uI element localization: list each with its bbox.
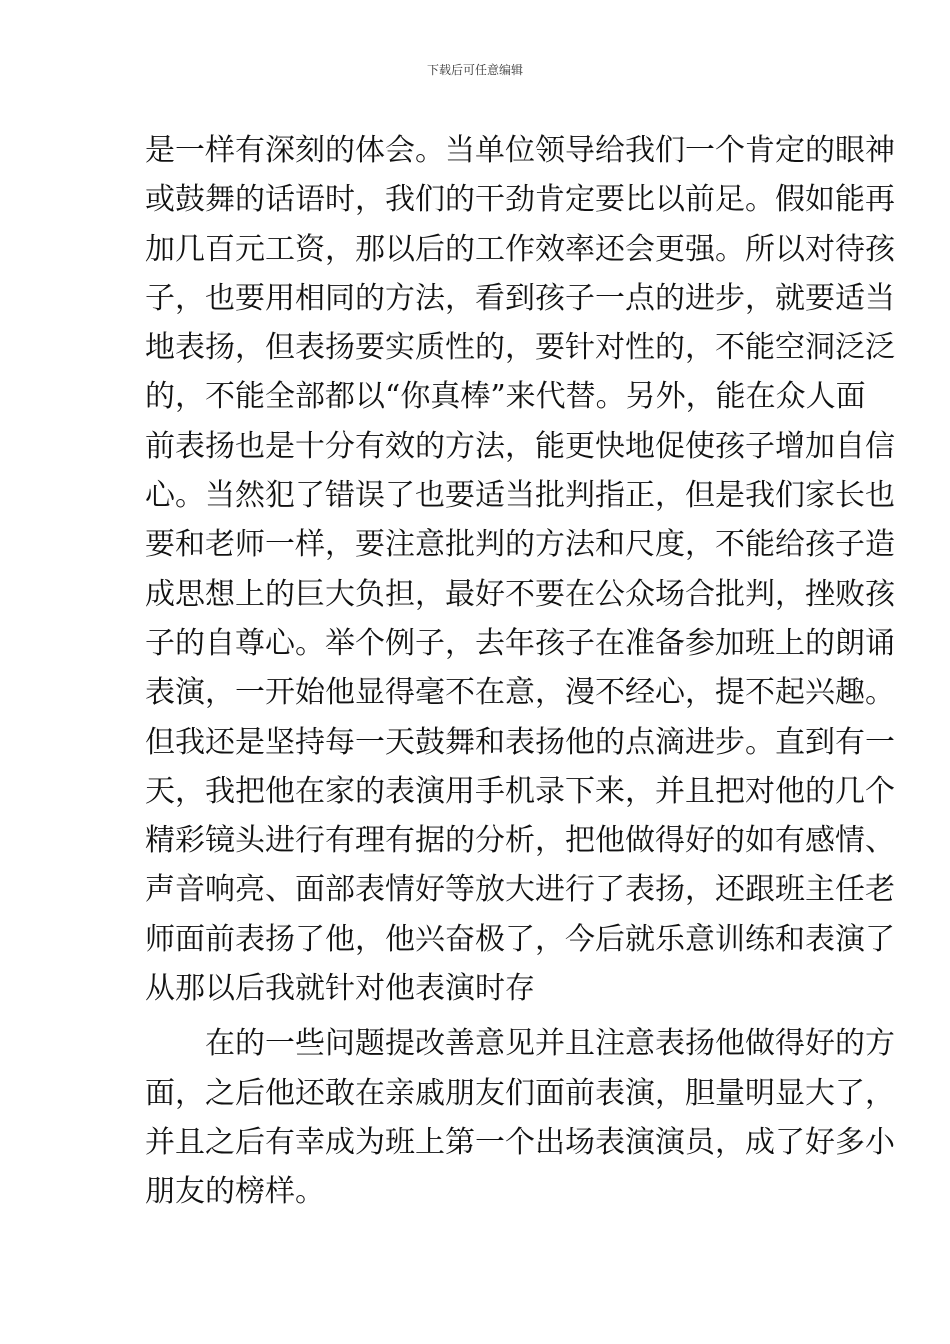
text-line: 或鼓舞的话语时，我们的干劲肯定要比以前足。假如能再: [145, 182, 895, 218]
paragraph-1: [145, 126, 895, 1013]
text-line: 的，不能全部都以“你真棒”来代替。另外，能在众人面: [145, 379, 866, 415]
text-line: 声音响亮、面部表情好等放大进行了表扬，还跟班主任老: [145, 872, 895, 908]
header-note: 下载后可任意编辑: [426, 63, 523, 77]
text-line: 子，也要用相同的方法，看到孩子一点的进步，就要适当: [145, 280, 895, 316]
text-line: 并且之后有幸成为班上第一个出场表演演员，成了好多小: [145, 1124, 895, 1160]
paragraph-2: [145, 1019, 895, 1216]
text-line: 加几百元工资，那以后的工作效率还会更强。所以对待孩: [145, 231, 895, 267]
text-line: 在的一些问题提改善意见并且注意表扬他做得好的方: [205, 1026, 895, 1062]
text-line: 成思想上的巨大负担，最好不要在公众场合批判，挫败孩: [145, 576, 895, 612]
text-line: 地表扬，但表扬要实质性的，要针对性的，不能空洞泛泛: [145, 330, 895, 366]
text-line: 从那以后我就针对他表演时存: [145, 971, 535, 1007]
text-line: 要和老师一样，要注意批判的方法和尺度，不能给孩子造: [145, 527, 895, 563]
text-line: 前表扬也是十分有效的方法，能更快地促使孩子增加自信: [145, 428, 895, 464]
text-line: 心。当然犯了错误了也要适当批判指正，但是我们家长也: [145, 478, 895, 514]
text-line: 子的自尊心。举个例子，去年孩子在准备参加班上的朗诵: [145, 625, 895, 661]
text-line: 朋友的榜样。: [145, 1174, 325, 1210]
text-line: 是一样有深刻的体会。当单位领导给我们一个肯定的眼神: [145, 133, 895, 168]
text-line: 天，我把他在家的表演用手机录下来，并且把对他的几个: [145, 773, 895, 809]
document-body: [145, 126, 895, 1217]
text-line: 表演，一开始他显得毫不在意，漫不经心，提不起兴趣。: [145, 675, 895, 711]
text-line: 师面前表扬了他，他兴奋极了，今后就乐意训练和表演了: [145, 921, 895, 957]
text-line: 面，之后他还敢在亲戚朋友们面前表演，胆量明显大了，: [145, 1075, 895, 1111]
text-line: 但我还是坚持每一天鼓舞和表扬他的点滴进步。直到有一: [145, 724, 895, 760]
text-line: 精彩镜头进行有理有据的分析，把他做得好的如有感情、: [145, 823, 895, 859]
